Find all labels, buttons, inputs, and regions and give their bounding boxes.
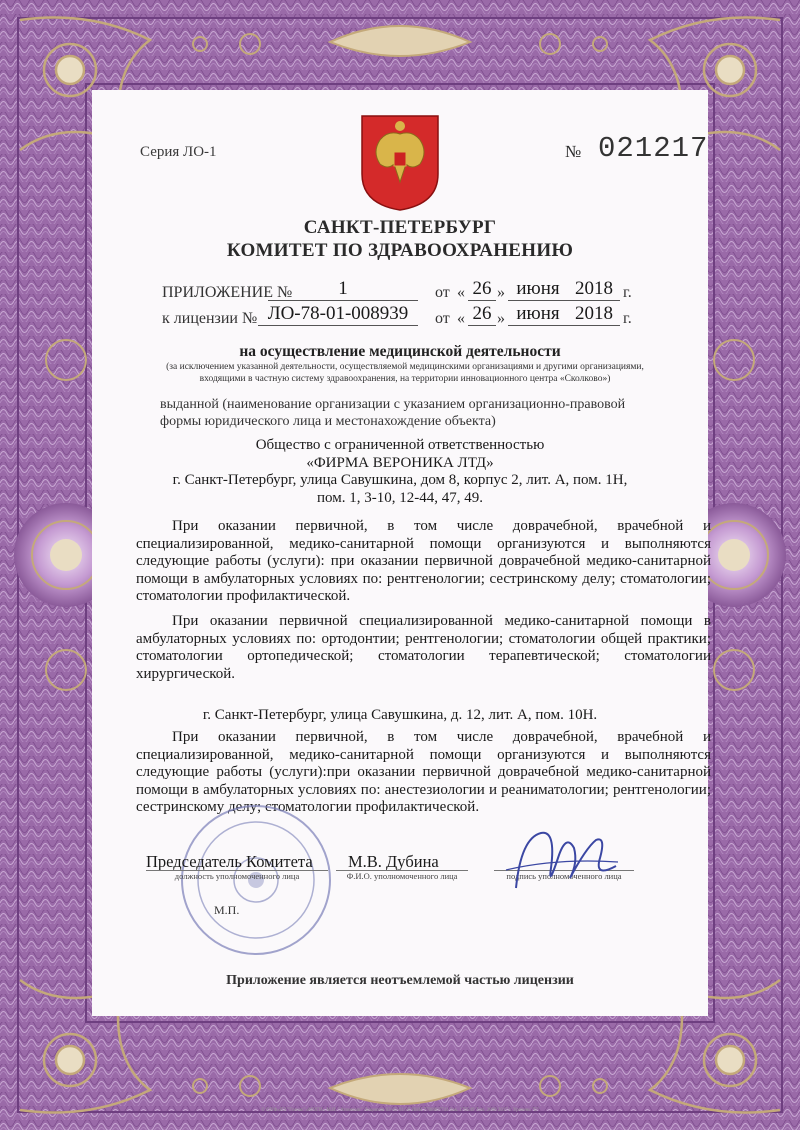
license-label: к лицензии №	[162, 310, 258, 327]
appendix-label: ПРИЛОЖЕНИЕ №	[162, 284, 293, 301]
number-label: №	[565, 142, 582, 161]
appendix-year: 2018	[568, 278, 620, 301]
services-paragraph-1: При оказании первичной, в том числе доврачебной, врачебной и специализированной, медико-санитарной помощи организуются и выполняются следующие работы (услуги): при оказании первичной доврачебной медико-санитарной помощи в амбулаторных условиях по: рентгенологии; сестринскому делу; стоматологии; стоматологии профилактической.	[136, 518, 711, 605]
activity-heading: на осуществление медицинской деятельности	[239, 343, 561, 360]
signatory-name: М.В. Дубина	[348, 852, 439, 871]
license-from-label: от	[435, 310, 450, 327]
signature-caption: подпись уполномоченного лица	[494, 870, 634, 881]
name-caption: Ф.И.О. уполномоченного лица	[336, 870, 468, 881]
appendix-year-suffix: г.	[623, 284, 632, 301]
license-day: 26	[468, 303, 496, 326]
stamp-place-label: М.П.	[214, 903, 240, 917]
organization-address-line2: пом. 1, 3-10, 12-44, 47, 49.	[317, 489, 483, 506]
title-city: САНКТ-ПЕТЕРБУРГ	[303, 217, 497, 238]
license-year: 2018	[568, 303, 620, 326]
appendix-close-quote: »	[497, 284, 505, 301]
coat-of-arms-icon	[358, 112, 442, 212]
appendix-month: июня	[508, 278, 568, 301]
license-month: июня	[508, 303, 568, 326]
activity-note: (за исключением указанной деятельности, осуществляемой медицинскими организациями и другими организациями, входящими в частную систему здравоохранения, на территории инновационного центра «Сколково»)	[166, 362, 644, 384]
second-address: г. Санкт-Петербург, улица Савушкина, д. 12, лит. А, пом. 10Н.	[202, 707, 598, 723]
position-caption: должность уполномоченного лица	[146, 870, 328, 881]
footer-note: Приложение является неотъемлемой частью лицензии	[226, 973, 574, 988]
printer-imprint: © ОПФ«ПЗ "Гознак"«МОГИ» М.И. "Атоммаш" Лицензия 03-05-01/50 ИНН 7708007741 Зак. 170549 Тип. 2000 2017 г. Уровень "Б"	[261, 1108, 539, 1113]
organization-type: Общество с ограниченной ответственностью	[255, 437, 545, 453]
handwritten-signature-icon	[496, 818, 626, 898]
license-year-suffix: г.	[623, 310, 632, 327]
issued-caption: выданной (наименование организации с указанием организационно-правовой формы юридического лица и местонахождение объекта)	[160, 397, 626, 429]
license-open-quote: «	[457, 310, 465, 327]
services-paragraph-3: При оказании первичной, в том числе доврачебной, врачебной и специализированной, медико-санитарной помощи организуются и выполняются следующие работы (услуги):при оказании первичной доврачебной медико-санитарной помощи в амбулаторных условиях по: анестезиологии и реаниматологии; рентгенологии; сестринскому делу; стоматологии профилактической.	[136, 729, 711, 816]
license-number: ЛО-78-01-008939	[258, 303, 418, 326]
appendix-number: 1	[268, 278, 418, 301]
document-number: 021217	[598, 132, 709, 165]
title-committee: КОМИТЕТ ПО ЗДРАВООХРАНЕНИЮ	[226, 240, 574, 261]
appendix-open-quote: «	[457, 284, 465, 301]
signatory-position: Председатель Комитета	[146, 852, 313, 871]
series-label: Серия ЛО-1	[140, 144, 217, 160]
appendix-day: 26	[468, 278, 496, 301]
services-paragraph-2: При оказании первичной специализированной медико-санитарной помощи в амбулаторных условиях по: ортодонтии; рентгенологии; стоматологии общей практики; стоматологии ортопедической; стоматологии терапевтической; стоматологии хирургической.	[136, 613, 711, 682]
organization-block	[92, 437, 708, 507]
license-close-quote: »	[497, 310, 505, 327]
appendix-from-label: от	[435, 284, 450, 301]
organization-address-line1: г. Санкт-Петербург, улица Савушкина, дом 8, корпус 2, лит. А, пом. 1Н,	[172, 472, 628, 488]
organization-name: «ФИРМА ВЕРОНИКА ЛТД»	[306, 454, 494, 471]
